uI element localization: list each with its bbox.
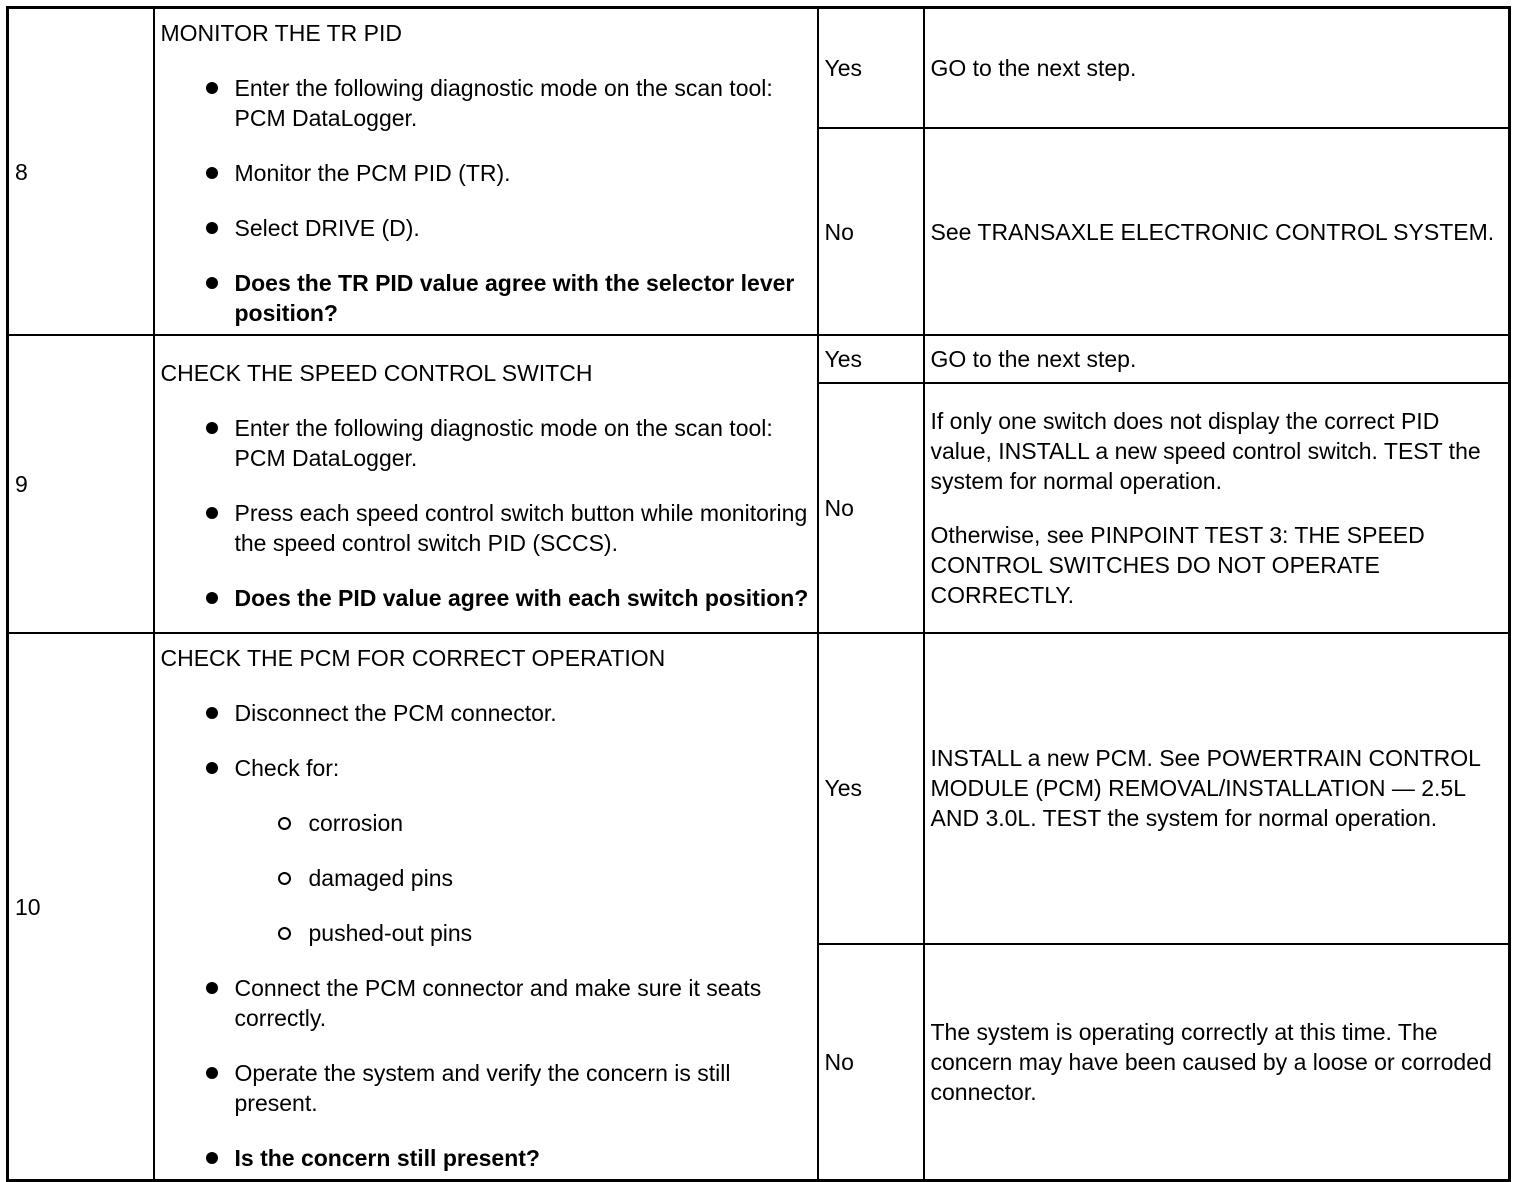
step-bullet: Disconnect the PCM connector. (161, 698, 811, 728)
answer-no-result: See TRANSAXLE ELECTRONIC CONTROL SYSTEM. (924, 128, 1510, 335)
step-bullet: Connect the PCM connector and make sure it seats correctly. (161, 973, 811, 1033)
step-8-yes-row (8, 8, 1510, 129)
answer-no-label: No (818, 128, 924, 335)
step-8-action (154, 8, 818, 336)
sub-bullet: damaged pins (235, 863, 811, 893)
step-title: MONITOR THE TR PID (160, 20, 403, 46)
answer-no-result (924, 383, 1510, 633)
answer-yes-label: Yes (818, 633, 924, 944)
sub-bullet: pushed-out pins (235, 918, 811, 948)
step-bullet (161, 753, 811, 948)
step-title: CHECK THE SPEED CONTROL SWITCH (160, 360, 593, 386)
step-bullet: Monitor the PCM PID (TR). (161, 158, 811, 188)
answer-yes-label: Yes (818, 8, 924, 129)
step-bullet: Select DRIVE (D). (161, 213, 811, 243)
step-question: Is the concern still present? (161, 1143, 811, 1173)
step-bullet: Operate the system and verify the concern is still present. (161, 1058, 811, 1118)
answer-yes-result: GO to the next step. (924, 335, 1510, 383)
answer-yes-result: INSTALL a new PCM. See POWERTRAIN CONTROL MODULE (PCM) REMOVAL/INSTALLATION — 2.5L AND 3.0L. TEST the system for normal operation. (924, 633, 1510, 944)
sub-bullets (235, 808, 811, 948)
result-paragraph: If only one switch does not display the correct PID value, INSTALL a new speed control switch. TEST the system for normal operation. (930, 408, 1481, 494)
step-bullets (161, 698, 811, 1173)
step-9-yes-row (8, 335, 1510, 383)
step-number: 10 (8, 633, 154, 1181)
step-9-action (154, 335, 818, 633)
step-10-action (154, 633, 818, 1181)
answer-yes-label: Yes (818, 335, 924, 383)
step-title: CHECK THE PCM FOR CORRECT OPERATION (160, 645, 666, 671)
answer-no-label: No (818, 944, 924, 1181)
answer-yes-result: GO to the next step. (924, 8, 1510, 129)
result-paragraph: Otherwise, see PINPOINT TEST 3: THE SPEED CONTROL SWITCHES DO NOT OPERATE CORRECTLY. (930, 522, 1425, 608)
step-bullets (161, 73, 811, 328)
step-question: Does the PID value agree with each switch position? (161, 583, 811, 613)
answer-no-label: No (818, 383, 924, 633)
step-10-yes-row (8, 633, 1510, 944)
step-bullet: Press each speed control switch button while monitoring the speed control switch PID (SCCS). (161, 498, 811, 558)
step-bullet: Enter the following diagnostic mode on the scan tool: PCM DataLogger. (161, 73, 811, 133)
step-question: Does the TR PID value agree with the selector lever position? (161, 268, 811, 328)
step-number: 8 (8, 8, 154, 336)
answer-no-result: The system is operating correctly at this time. The concern may have been caused by a loose or corroded connector. (924, 944, 1510, 1181)
step-number: 9 (8, 335, 154, 633)
step-bullets (161, 413, 811, 613)
sub-bullet: corrosion (235, 808, 811, 838)
step-bullet-text: Check for: (234, 755, 340, 781)
diagnostic-table (6, 6, 1511, 1182)
step-bullet: Enter the following diagnostic mode on the scan tool: PCM DataLogger. (161, 413, 811, 473)
